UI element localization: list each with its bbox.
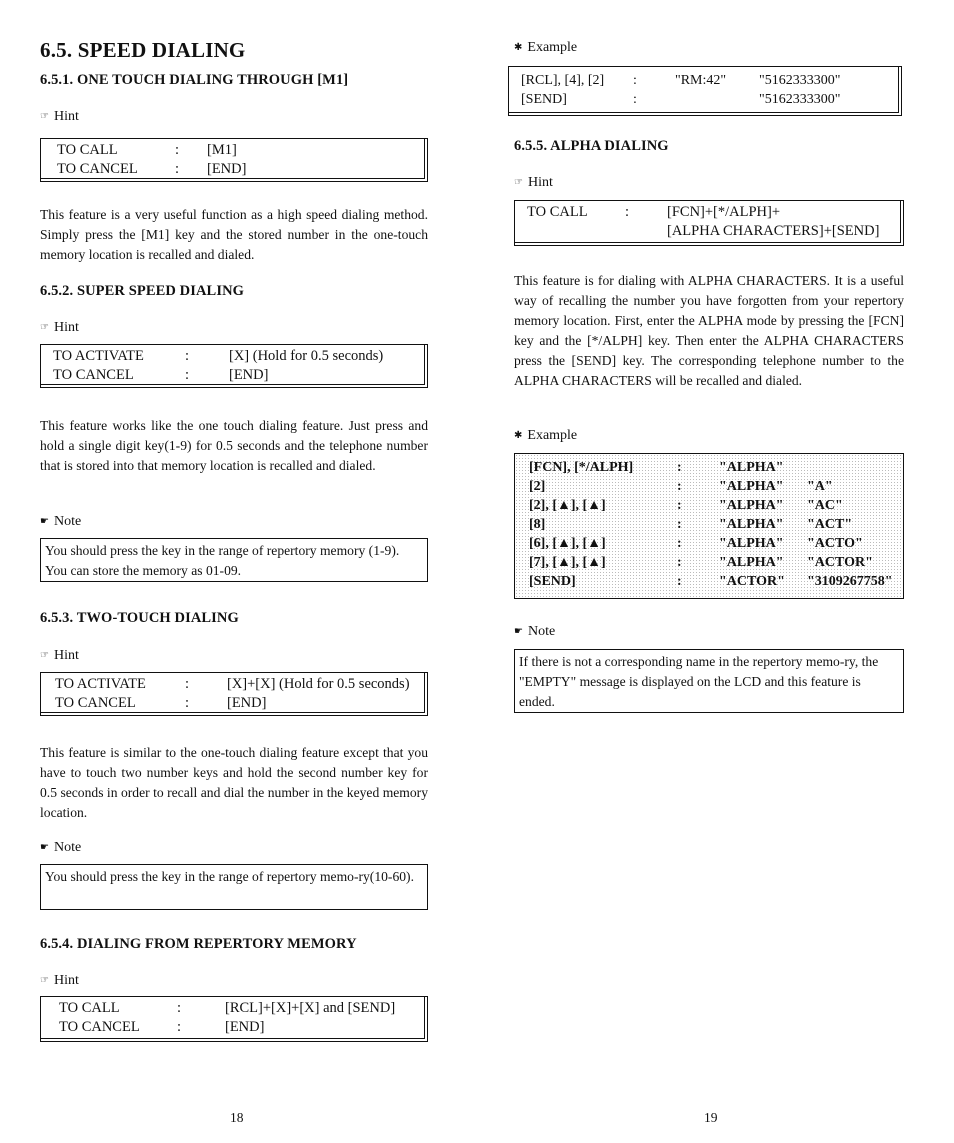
- hint-label: ☞ Hint: [514, 175, 553, 190]
- note-box-two-touch: You should press the key in the range of repertory memo-ry(10-60).: [40, 864, 428, 910]
- hint-box-two-touch: [40, 672, 428, 716]
- section-heading-one-touch: 6.5.1. ONE TOUCH DIALING THROUGH [M1]: [40, 72, 349, 88]
- hand-pointer-icon: ☛: [514, 626, 523, 637]
- hint-row: [ALPHA CHARACTERS]+[SEND]: [667, 223, 880, 239]
- hint-label: ☞ Hint: [40, 648, 79, 663]
- hint-label: ☞ Hint: [40, 973, 79, 988]
- hint-row: TO CANCEL : [END]: [59, 1019, 265, 1035]
- section-heading-super-speed: 6.5.2. SUPER SPEED DIALING: [40, 283, 245, 299]
- example-row: [8] : "ALPHA" "ACT": [529, 517, 853, 532]
- hand-pointer-icon: ☞: [40, 975, 49, 986]
- hint-box-repertory: [40, 996, 428, 1042]
- hint-box-super-speed: [40, 344, 428, 388]
- example-row: [2] : "ALPHA" "A": [529, 479, 833, 494]
- paragraph: This feature is for dialing with ALPHA CHARACTERS. It is a useful way of recalling the number you have forgotten from your repertory memory location. First, enter the ALPHA mode by pressing the [FCN] key and the [*/ALPH] key. Then enter the ALPHA CHARACTERS press the [SEND] key. The corresponding telephone number to the ALPHA CHARACTERS will be recalled and dialed.: [514, 273, 904, 388]
- example-row: [7], [▲], [▲] : "ALPHA" "ACTOR": [529, 555, 873, 570]
- note-label: ☛ Note: [514, 624, 556, 639]
- example-row: [RCL], [4], [2] : "RM:42" "5162333300": [521, 73, 841, 88]
- note-box-super-speed: You should press the key in the range of repertory memory (1-9). You can store the memory as 01-09.: [40, 538, 428, 582]
- section-heading-repertory: 6.5.4. DIALING FROM REPERTORY MEMORY: [40, 936, 357, 952]
- hand-pointer-icon: ☛: [40, 516, 49, 527]
- hint-box-alpha: [514, 200, 904, 246]
- section-heading-two-touch: 6.5.3. TWO-TOUCH DIALING: [40, 610, 239, 626]
- hint-label: ☞ Hint: [40, 109, 79, 124]
- page-number: 18: [230, 1110, 244, 1125]
- example-row: [2], [▲], [▲] : "ALPHA" "AC": [529, 498, 843, 513]
- hint-row: TO CALL : [FCN]+[*/ALPH]+: [527, 204, 781, 220]
- hint-box-one-touch: [40, 138, 428, 182]
- example-label: ✱ Example: [514, 428, 578, 443]
- hand-pointer-icon: ☞: [40, 111, 49, 122]
- example-label: ✱ Example: [514, 40, 578, 55]
- hint-label: ☞ Hint: [40, 320, 79, 335]
- note-box-alpha: If there is not a corresponding name in the repertory memo-ry, the "EMPTY" message is displayed on the LCD and this feature is ended.: [514, 649, 904, 713]
- hand-pointer-icon: ☞: [40, 650, 49, 661]
- asterisk-icon: ✱: [514, 42, 523, 53]
- hint-row: TO CANCEL : [END]: [57, 161, 247, 177]
- example-box-repertory: [508, 66, 902, 116]
- example-row: [6], [▲], [▲] : "ALPHA" "ACTO": [529, 536, 863, 551]
- page-title: 6.5. SPEED DIALING: [40, 38, 246, 62]
- hint-row: TO ACTIVATE : [X] (Hold for 0.5 seconds): [53, 348, 384, 364]
- hand-pointer-icon: ☞: [40, 322, 49, 333]
- page-number: 19: [704, 1110, 718, 1125]
- hint-row: TO CALL : [M1]: [57, 142, 237, 158]
- note-label: ☛ Note: [40, 514, 82, 529]
- paragraph: This feature is similar to the one-touch dialing feature except that you have to touch two number keys and hold the second number key for 0.5 seconds in order to recall and dial the number in the keyed memory location.: [40, 745, 428, 820]
- hand-pointer-icon: ☞: [514, 177, 523, 188]
- paragraph: This feature is a very useful function as a high speed dialing method. Simply press the [M1] key and the stored number in the one-touch memory location is recalled and dialed.: [40, 207, 428, 262]
- paragraph: This feature works like the one touch dialing feature. Just press and hold a single digit key(1-9) for 0.5 seconds and the telephone number that is stored into that memory location is recalled and dialed.: [40, 418, 428, 473]
- example-row: [SEND] : "ACTOR" "3109267758": [529, 574, 893, 589]
- note-label: ☛ Note: [40, 840, 82, 855]
- example-row: [FCN], [*/ALPH] : "ALPHA": [529, 460, 784, 475]
- hint-row: TO ACTIVATE : [X]+[X] (Hold for 0.5 seconds): [55, 676, 410, 692]
- hint-row: TO CANCEL : [END]: [53, 367, 269, 383]
- example-box-alpha: [514, 453, 904, 599]
- hint-row: TO CANCEL : [END]: [55, 695, 267, 711]
- section-heading-alpha: 6.5.5. ALPHA DIALING: [514, 138, 669, 154]
- asterisk-icon: ✱: [514, 430, 523, 441]
- hand-pointer-icon: ☛: [40, 842, 49, 853]
- hint-row: TO CALL : [RCL]+[X]+[X] and [SEND]: [59, 1000, 396, 1016]
- example-row: [SEND] : "5162333300": [521, 92, 841, 107]
